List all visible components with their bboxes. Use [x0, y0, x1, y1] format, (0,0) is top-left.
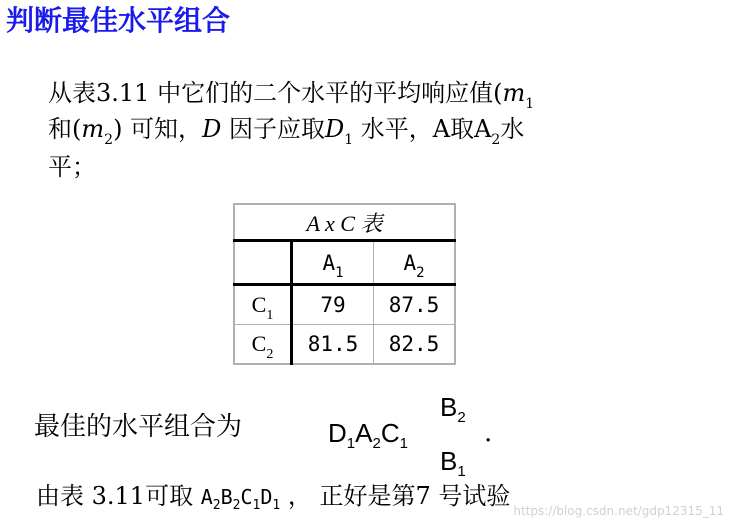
table-cell: 82.5 — [374, 325, 456, 365]
paragraph-text: 水平，A取A — [353, 115, 492, 143]
row-header-c2: $C_2$ — [234, 325, 292, 365]
paragraph-text: 和 — [48, 115, 72, 143]
m-symbol: m — [81, 115, 105, 143]
column-header-a1: $A_1$ — [292, 241, 374, 285]
table-cell: 79 — [292, 285, 374, 325]
d-symbol: D — [324, 115, 345, 143]
m-subscript: 2 — [104, 132, 114, 148]
table-header-row — [234, 241, 455, 285]
formula-period: . — [484, 418, 493, 448]
axc-table — [233, 203, 456, 365]
paragraph-line-2: 和$(m_2)$ 可知，D 因子应取$D_1$ 水平，A取$A_2$水 — [48, 115, 525, 148]
m-symbol: m — [502, 79, 526, 107]
paragraph-text: 从表3.11 中它们的二个水平的平均响应值( — [48, 79, 503, 107]
m-subscript: 1 — [525, 96, 535, 112]
paragraph-text: 因子应取 — [221, 115, 325, 143]
column-header-a2: $A_2$ — [374, 241, 456, 285]
d-subscript: 1 — [344, 132, 354, 148]
table-cell: 81.5 — [292, 325, 374, 365]
conclusion-line: 由表 3.11可取 $A_2B_2C_1D_1$ ， 正好是第7 号试验 — [36, 482, 511, 513]
b1-option: $B_1$ — [440, 446, 466, 480]
paragraph-line-3: 平； — [48, 153, 96, 181]
table-cell: 87.5 — [374, 285, 456, 325]
watermark: https://blog.csdn.net/gdp12315_11 — [513, 504, 724, 518]
best-combination-formula: $D_1A_2C_1$ — [328, 418, 408, 452]
row-header-c1: $C_1$ — [234, 285, 292, 325]
combination-formula: $A_2B_2C_1D_1$ — [200, 485, 281, 513]
paragraph-text: 水 — [500, 115, 525, 143]
best-combination-label: 最佳的水平组合为 — [34, 412, 243, 442]
d-symbol: D — [202, 115, 222, 143]
paragraph-text: ) 可知， — [113, 115, 203, 143]
paragraph-line-1 — [48, 78, 534, 112]
table-corner-cell — [234, 241, 292, 285]
a-subscript: 2 — [491, 132, 501, 148]
table-row — [234, 285, 455, 325]
slide-title: 判断最佳水平组合 — [6, 4, 231, 37]
table-caption: A x C 表 — [234, 204, 455, 241]
table-row — [234, 325, 455, 365]
b2-option: $B_2$ — [440, 392, 466, 426]
